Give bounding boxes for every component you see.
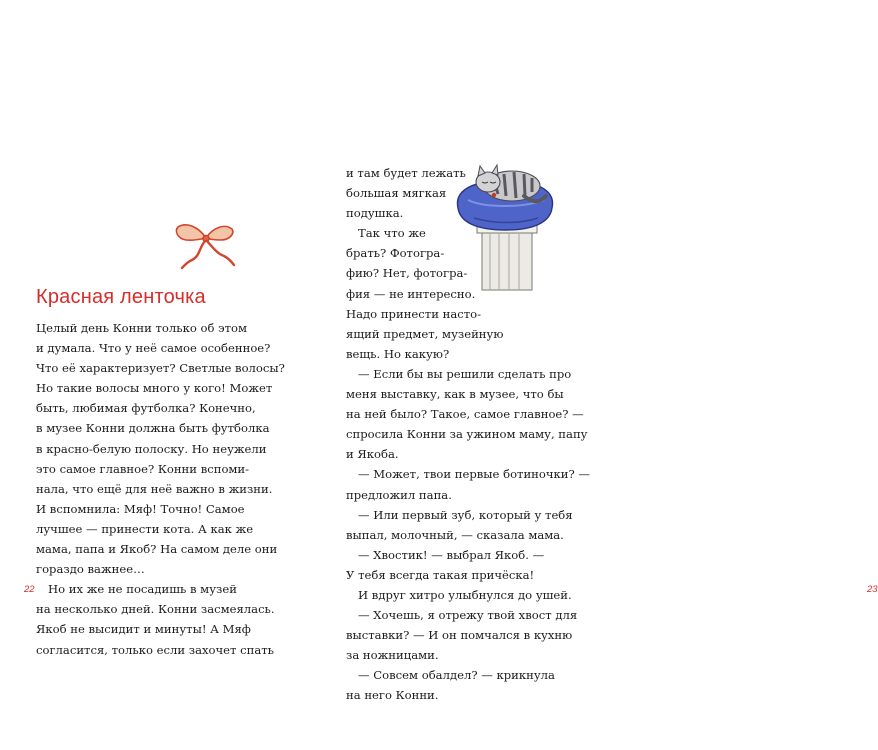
text-line: Так что же (358, 226, 426, 241)
text-line: Но такие волосы много у кого! Может (36, 381, 273, 396)
text-line: — Если бы вы решили сделать про (358, 366, 572, 381)
text-line: и Якоба. (346, 447, 399, 462)
text-line: фия — не интересно. (346, 286, 476, 301)
text-line: спросила Конни за ужином маму, папу (346, 427, 588, 442)
text-line: в музее Конни должна быть футболка (36, 421, 270, 436)
ribbon-bow-icon (172, 218, 238, 270)
text-line: — Совсем обалдел? — крикнула (358, 668, 555, 683)
text-line: быть, любимая футболка? Конечно, (36, 401, 256, 416)
text-line: меня выставку, как в музее, что бы (346, 387, 564, 402)
text-line: мама, папа и Якоб? На самом деле они (36, 542, 278, 557)
page-number: 23 (867, 584, 878, 595)
page-number: 22 (24, 584, 35, 595)
left-page-text (36, 318, 286, 660)
text-line: — Хвостик! — выбрал Якоб. — (358, 547, 545, 562)
text-line: И вспомнила: Мяф! Точно! Самое (36, 501, 245, 516)
text-line: лучшее — принести кота. А как же (36, 521, 254, 536)
text-line: ящий предмет, музейную (346, 326, 504, 341)
text-line: И вдруг хитро улыбнулся до ушей. (358, 587, 572, 602)
text-line: за ножницами. (346, 648, 439, 663)
text-line: брать? Фотогра- (346, 246, 445, 261)
text-line: выставки? — И он помчался в кухню (346, 628, 573, 643)
text-line: гораздо важнее… (36, 562, 145, 577)
text-line: и думала. Что у неё самое особенное? (36, 341, 271, 356)
text-line: вещь. Но какую? (346, 346, 450, 361)
text-line: — Или первый зуб, который у тебя (358, 507, 573, 522)
left-page (0, 0, 300, 750)
text-line: У тебя всегда такая причёска! (346, 567, 535, 582)
text-line: в красно-белую полоску. Но неужели (36, 441, 267, 456)
sleeping-cat-on-pillar-illustration (454, 160, 556, 290)
text-line: большая мягкая (346, 186, 447, 201)
text-line: предложил папа. (346, 487, 452, 502)
text-line: — Хочешь, я отрежу твой хвост для (358, 608, 578, 623)
chapter-title: Красная ленточка (36, 286, 206, 308)
text-line: Надо принести насто- (346, 306, 482, 321)
text-line: это самое главное? Конни вспоми- (36, 461, 250, 476)
text-line: — Может, твои первые ботиночки? — (358, 467, 591, 482)
text-line: фию? Нет, фотогра- (346, 266, 468, 281)
text-line: на него Конни. (346, 688, 439, 703)
text-line: Что её характеризует? Светлые волосы? (36, 361, 285, 376)
text-line: выпал, молочный, — сказала мама. (346, 527, 564, 542)
text-line: Якоб не высидит и минуты! А Мяф (36, 622, 251, 637)
text-line: на ней было? Такое, самое главное? — (346, 407, 584, 422)
text-line: согласится, только если захочет спать (36, 642, 274, 657)
text-line: на несколько дней. Конни засмеялась. (36, 602, 275, 617)
text-line: Целый день Конни только об этом (36, 321, 248, 335)
text-line: нала, что ещё для неё важно в жизни. (36, 481, 273, 496)
text-line: подушка. (346, 206, 404, 221)
text-line: и там будет лежать (346, 166, 466, 180)
text-line: Но их же не посадишь в музей (48, 582, 237, 597)
